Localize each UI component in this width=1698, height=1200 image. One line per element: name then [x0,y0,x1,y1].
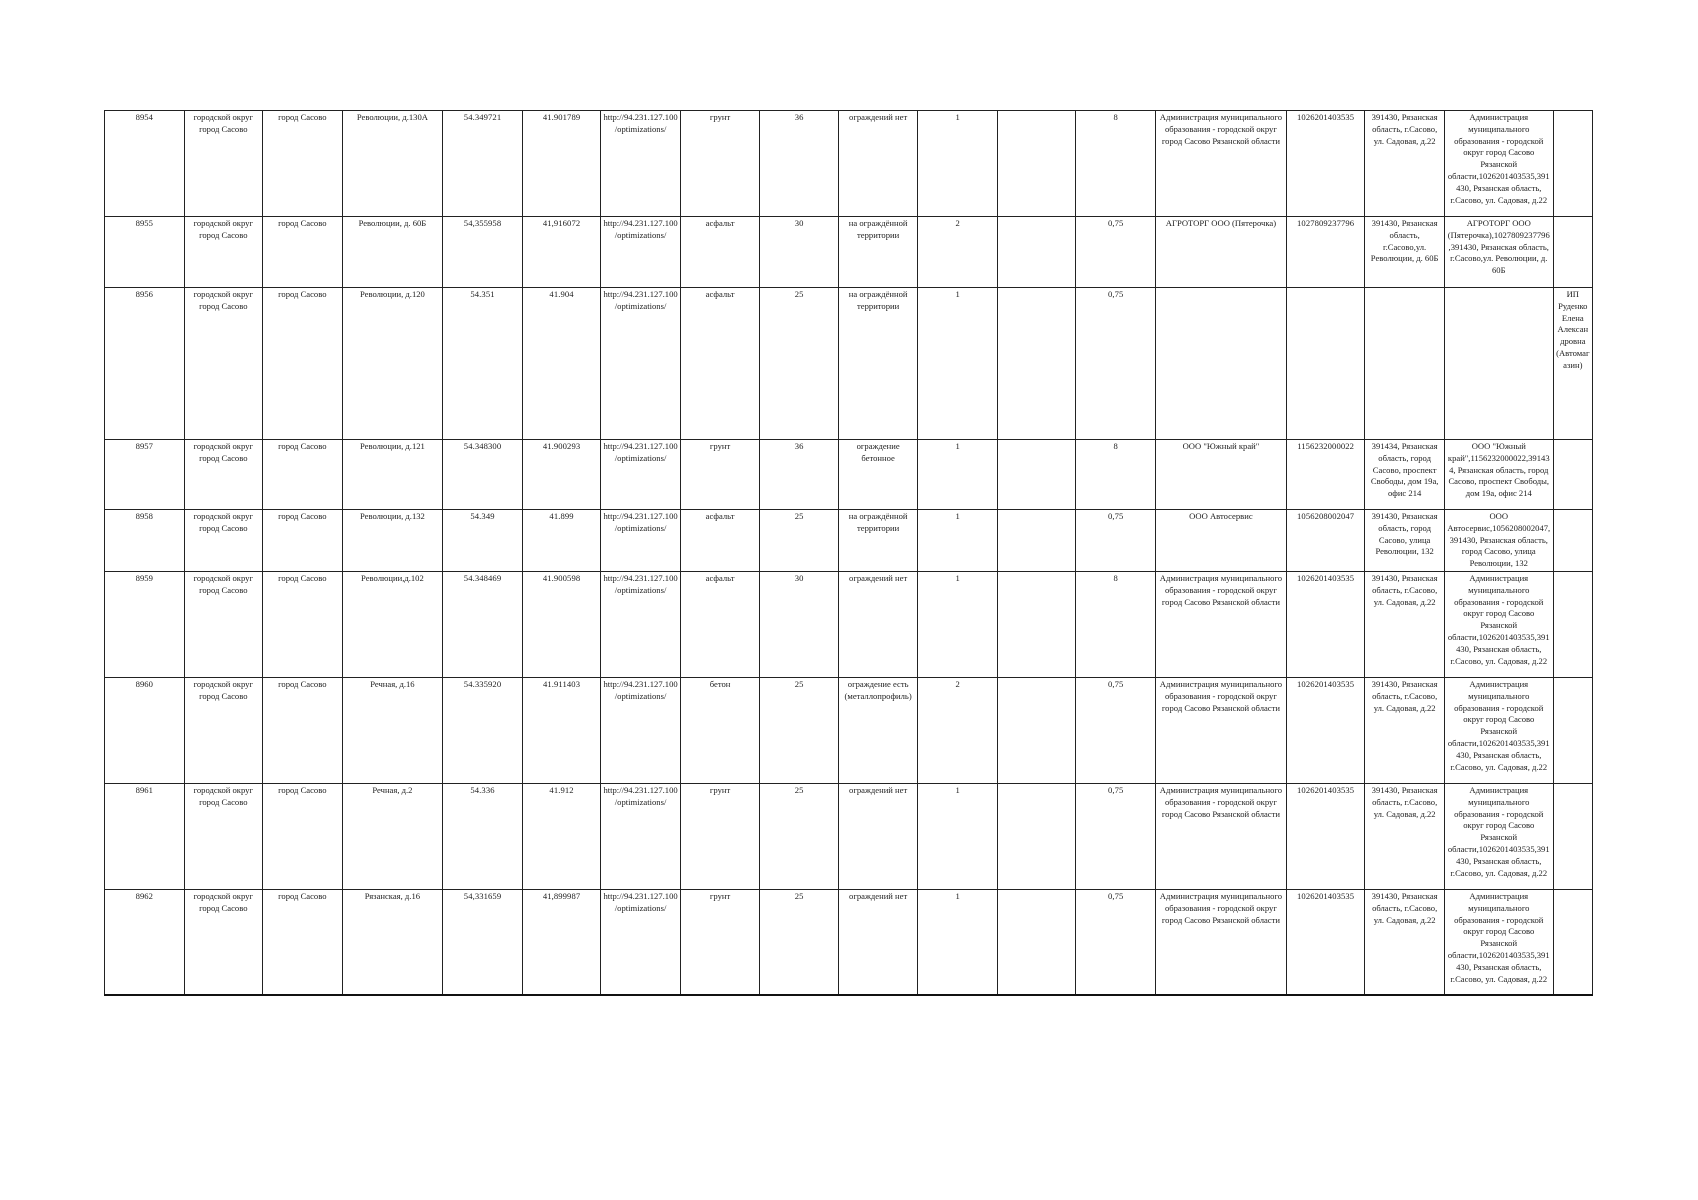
table-row [105,889,1593,995]
area-cell: 36 [760,111,839,217]
longitude-cell: 41.911403 [522,677,601,783]
owner-cell: ООО Автосервис [1155,510,1286,572]
url-cell: http://94.231.127.100/optimizations/ [601,571,681,677]
surface-cell: грунт [680,111,760,217]
longitude-cell: 41.900598 [522,571,601,677]
district-cell: городской округ город Сасово [184,571,263,677]
city-cell: город Сасово [263,677,343,783]
district-cell: городской округ город Сасово [184,677,263,783]
url-cell: http://94.231.127.100/optimizations/ [601,288,681,440]
waste-sources-cell: Администрация муниципального образования - городской округ город Сасово Рязанской области,1026201403535,391430, Рязанская область, г.Сасово, ул. Садовая, д.22 [1444,889,1553,995]
empty-cell [997,510,1076,572]
empty-cell [997,889,1076,995]
extra-cell [1553,571,1592,677]
container-sites-table [104,110,1593,996]
ogrn-cell: 1027809237796 [1286,217,1365,288]
extra-cell [1553,510,1592,572]
longitude-cell: 41.912 [522,783,601,889]
row-id-cell: 8960 [105,677,185,783]
owner-address-cell: 391434, Рязанская область, город Сасово, проспект Свободы, дом 19а, офис 214 [1365,440,1445,510]
url-cell: http://94.231.127.100/optimizations/ [601,440,681,510]
area-cell: 25 [760,783,839,889]
district-cell: городской округ город Сасово [184,288,263,440]
row-id-cell: 8958 [105,510,185,572]
fence-cell: ограждений нет [838,571,918,677]
city-cell: город Сасово [263,510,343,572]
city-cell: город Сасово [263,440,343,510]
empty-cell [997,677,1076,783]
owner-address-cell: 391430, Рязанская область, г.Сасово, ул. Садовая, д.22 [1365,571,1445,677]
empty-cell [997,111,1076,217]
volume-cell: 0,75 [1076,510,1156,572]
waste-sources-cell: Администрация муниципального образования - городской округ город Сасово Рязанской области,1026201403535,391430, Рязанская область, г.Сасово, ул. Садовая, д.22 [1444,111,1553,217]
city-cell: город Сасово [263,288,343,440]
waste-sources-cell: Администрация муниципального образования - городской округ город Сасово Рязанской области,1026201403535,391430, Рязанская область, г.Сасово, ул. Садовая, д.22 [1444,571,1553,677]
url-cell: http://94.231.127.100/optimizations/ [601,217,681,288]
latitude-cell: 54.335920 [443,677,523,783]
extra-cell [1553,783,1592,889]
area-cell: 25 [760,677,839,783]
empty-cell [997,288,1076,440]
waste-sources-cell [1444,288,1553,440]
ogrn-cell: 1026201403535 [1286,889,1365,995]
latitude-cell: 54,331659 [443,889,523,995]
city-cell: город Сасово [263,889,343,995]
fence-cell: ограждений нет [838,889,918,995]
ogrn-cell: 1026201403535 [1286,571,1365,677]
volume-cell: 8 [1076,440,1156,510]
area-cell: 25 [760,510,839,572]
address-cell: Речная, д.2 [342,783,443,889]
table-row [105,288,1593,440]
area-cell: 25 [760,288,839,440]
ogrn-cell: 1026201403535 [1286,783,1365,889]
fence-cell: ограждение бетонное [838,440,918,510]
longitude-cell: 41.899 [522,510,601,572]
longitude-cell: 41,916072 [522,217,601,288]
url-cell: http://94.231.127.100/optimizations/ [601,783,681,889]
waste-sources-cell: ООО "Южный край",1156232000022,391434, Рязанская область, город Сасово, проспект Свободы, дом 19а, офис 214 [1444,440,1553,510]
row-id-cell: 8955 [105,217,185,288]
address-cell: Революции, д.120 [342,288,443,440]
owner-address-cell: 391430, Рязанская область, город Сасово, улица Революции, 132 [1365,510,1445,572]
containers-cell: 1 [918,288,998,440]
containers-cell: 1 [918,111,998,217]
owner-address-cell: 391430, Рязанская область, г.Сасово, ул. Садовая, д.22 [1365,111,1445,217]
extra-cell [1553,111,1592,217]
extra-cell [1553,889,1592,995]
address-cell: Рязанская, д.16 [342,889,443,995]
owner-cell: Администрация муниципального образования - городской округ город Сасово Рязанской области [1155,677,1286,783]
url-cell: http://94.231.127.100/optimizations/ [601,889,681,995]
latitude-cell: 54.349721 [443,111,523,217]
longitude-cell: 41.901789 [522,111,601,217]
surface-cell: грунт [680,783,760,889]
ogrn-cell [1286,288,1365,440]
owner-cell: ООО "Южный край" [1155,440,1286,510]
owner-cell: Администрация муниципального образования - городской округ город Сасово Рязанской области [1155,889,1286,995]
address-cell: Революции, д. 60Б [342,217,443,288]
fence-cell: ограждение есть (металлопрофиль) [838,677,918,783]
address-cell: Революции,д.102 [342,571,443,677]
waste-sources-cell: Администрация муниципального образования - городской округ город Сасово Рязанской области,1026201403535,391430, Рязанская область, г.Сасово, ул. Садовая, д.22 [1444,677,1553,783]
address-cell: Революции, д.121 [342,440,443,510]
district-cell: городской округ город Сасово [184,111,263,217]
table-row [105,217,1593,288]
surface-cell: асфальт [680,571,760,677]
owner-address-cell: 391430, Рязанская область, г.Сасово,ул. Революции, д. 60Б [1365,217,1445,288]
registry-sheet [104,110,1593,996]
table-row [105,677,1593,783]
surface-cell: асфальт [680,217,760,288]
address-cell: Революции, д.130А [342,111,443,217]
row-id-cell: 8959 [105,571,185,677]
empty-cell [997,571,1076,677]
table-row [105,440,1593,510]
row-id-cell: 8957 [105,440,185,510]
district-cell: городской округ город Сасово [184,510,263,572]
extra-cell [1553,677,1592,783]
ogrn-cell: 1156232000022 [1286,440,1365,510]
waste-sources-cell: АГРОТОРГ ООО (Пятерочка),1027809237796,391430, Рязанская область, г.Сасово,ул. Революции, д. 60Б [1444,217,1553,288]
district-cell: городской округ город Сасово [184,217,263,288]
surface-cell: грунт [680,889,760,995]
ogrn-cell: 1026201403535 [1286,677,1365,783]
owner-cell: Администрация муниципального образования - городской округ город Сасово Рязанской области [1155,571,1286,677]
longitude-cell: 41.904 [522,288,601,440]
surface-cell: грунт [680,440,760,510]
owner-address-cell: 391430, Рязанская область, г.Сасово, ул. Садовая, д.22 [1365,677,1445,783]
waste-sources-cell: Администрация муниципального образования - городской округ город Сасово Рязанской области,1026201403535,391430, Рязанская область, г.Сасово, ул. Садовая, д.22 [1444,783,1553,889]
volume-cell: 0,75 [1076,677,1156,783]
district-cell: городской округ город Сасово [184,440,263,510]
surface-cell: бетон [680,677,760,783]
empty-cell [997,783,1076,889]
latitude-cell: 54.336 [443,783,523,889]
url-cell: http://94.231.127.100/optimizations/ [601,677,681,783]
containers-cell: 1 [918,510,998,572]
owner-cell [1155,288,1286,440]
owner-address-cell [1365,288,1445,440]
fence-cell: ограждений нет [838,111,918,217]
containers-cell: 2 [918,217,998,288]
latitude-cell: 54.348469 [443,571,523,677]
latitude-cell: 54.349 [443,510,523,572]
city-cell: город Сасово [263,571,343,677]
extra-cell: ИП Руденко Елена Александровна (Автомагазин) [1553,288,1592,440]
table-row [105,783,1593,889]
longitude-cell: 41,899987 [522,889,601,995]
latitude-cell: 54,355958 [443,217,523,288]
containers-cell: 1 [918,440,998,510]
address-cell: Революции, д.132 [342,510,443,572]
volume-cell: 0,75 [1076,217,1156,288]
fence-cell: на ограждённой территории [838,510,918,572]
containers-cell: 2 [918,677,998,783]
row-id-cell: 8961 [105,783,185,889]
surface-cell: асфальт [680,510,760,572]
city-cell: город Сасово [263,783,343,889]
owner-cell: АГРОТОРГ ООО (Пятерочка) [1155,217,1286,288]
city-cell: город Сасово [263,111,343,217]
district-cell: городской округ город Сасово [184,783,263,889]
owner-cell: Администрация муниципального образования - городской округ город Сасово Рязанской области [1155,111,1286,217]
area-cell: 25 [760,889,839,995]
ogrn-cell: 1056208002047 [1286,510,1365,572]
url-cell: http://94.231.127.100/optimizations/ [601,111,681,217]
owner-address-cell: 391430, Рязанская область, г.Сасово, ул. Садовая, д.22 [1365,889,1445,995]
url-cell: http://94.231.127.100/optimizations/ [601,510,681,572]
area-cell: 30 [760,217,839,288]
table-row [105,111,1593,217]
city-cell: город Сасово [263,217,343,288]
volume-cell: 8 [1076,111,1156,217]
volume-cell: 0,75 [1076,783,1156,889]
volume-cell: 0,75 [1076,889,1156,995]
empty-cell [997,217,1076,288]
containers-cell: 1 [918,889,998,995]
row-id-cell: 8962 [105,889,185,995]
extra-cell [1553,440,1592,510]
owner-cell: Администрация муниципального образования - городской округ город Сасово Рязанской области [1155,783,1286,889]
longitude-cell: 41.900293 [522,440,601,510]
extra-cell [1553,217,1592,288]
empty-cell [997,440,1076,510]
address-cell: Речная, д.16 [342,677,443,783]
fence-cell: на ограждённой территории [838,288,918,440]
containers-cell: 1 [918,571,998,677]
waste-sources-cell: ООО Автосервис,1056208002047,391430, Рязанская область, город Сасово, улица Революции, 132 [1444,510,1553,572]
ogrn-cell: 1026201403535 [1286,111,1365,217]
fence-cell: ограждений нет [838,783,918,889]
area-cell: 30 [760,571,839,677]
fence-cell: на ограждённой территории [838,217,918,288]
area-cell: 36 [760,440,839,510]
latitude-cell: 54.348300 [443,440,523,510]
volume-cell: 0,75 [1076,288,1156,440]
volume-cell: 8 [1076,571,1156,677]
row-id-cell: 8954 [105,111,185,217]
containers-cell: 1 [918,783,998,889]
table-row [105,571,1593,677]
district-cell: городской округ город Сасово [184,889,263,995]
surface-cell: асфальт [680,288,760,440]
table-row [105,510,1593,572]
owner-address-cell: 391430, Рязанская область, г.Сасово, ул. Садовая, д.22 [1365,783,1445,889]
row-id-cell: 8956 [105,288,185,440]
latitude-cell: 54.351 [443,288,523,440]
